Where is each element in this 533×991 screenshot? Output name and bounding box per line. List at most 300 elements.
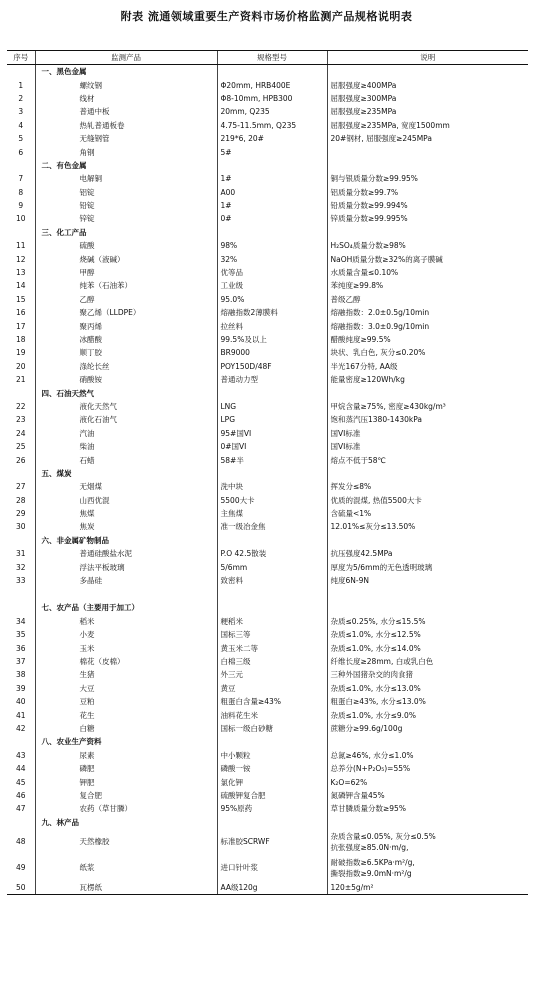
row-number: 6 [18, 147, 24, 157]
description: 优质的混煤, 热值5500大卡 [327, 494, 528, 507]
table-row [7, 92, 528, 105]
description-line: 杂质含量≤0.05%, 灰分≤0.5% [330, 831, 436, 841]
product-name: 棉花（皮棉） [35, 655, 217, 668]
product-name: 焦煤 [35, 507, 217, 520]
table-row [7, 266, 528, 279]
description: 甲烷含量≥75%, 密度≥430kg/m³ [327, 400, 528, 413]
product-name: 尿素 [35, 749, 217, 762]
spec-value: 5500大卡 [217, 494, 327, 507]
row-number: 45 [15, 777, 26, 787]
product-name: 普通中板 [35, 105, 217, 118]
description: 锌质量分数≥99.995% [327, 212, 528, 225]
row-number: 47 [15, 804, 26, 814]
row-number: 11 [15, 241, 26, 251]
product-name: 纸浆 [35, 855, 217, 881]
product-name [35, 587, 217, 601]
product-name: 豆粕 [35, 695, 217, 708]
category-label: 一、黑色金属 [35, 65, 217, 79]
table-row [7, 453, 528, 466]
table-row [7, 413, 528, 426]
category-label: 六、非金属矿物制品 [35, 534, 217, 547]
category-row [7, 467, 528, 480]
row-number: 20 [15, 361, 26, 371]
product-name: 纯苯（石油苯） [35, 279, 217, 292]
table-row [7, 373, 528, 386]
description: 杂质≤0.25%, 水分≤15.5% [327, 615, 528, 628]
product-name: 焦炭 [35, 520, 217, 533]
description: 国VI标准 [327, 440, 528, 453]
description: 铜与银质量分数≥99.95% [327, 172, 528, 185]
product-name: 瓦楞纸 [35, 881, 217, 895]
spec-value: 普通动力型 [217, 373, 327, 386]
spec-value: 粗蛋白含量≥43% [217, 695, 327, 708]
spec-value: 黄豆 [217, 682, 327, 695]
spec-value [217, 226, 327, 239]
spec-value [217, 159, 327, 172]
description [327, 159, 528, 172]
product-name: 普通硅酸盐水泥 [35, 547, 217, 560]
product-name: 石蜡 [35, 453, 217, 466]
spec-value: A00 [217, 186, 327, 199]
category-label: 九、林产品 [35, 815, 217, 828]
spec-value: 95#国VI [217, 427, 327, 440]
spec-value [217, 467, 327, 480]
product-name: 线材 [35, 92, 217, 105]
row-number: 43 [15, 750, 26, 760]
category-label: 八、农业生产资料 [35, 735, 217, 748]
description: 12.01%≤灰分≤13.50% [327, 520, 528, 533]
description: 熔点不低于58℃ [327, 453, 528, 466]
description [327, 829, 528, 855]
table-row [7, 105, 528, 118]
row-number: 31 [15, 549, 26, 559]
table-row [7, 802, 528, 815]
table-row [7, 520, 528, 533]
row-number: 9 [18, 201, 24, 211]
table-row [7, 708, 528, 721]
spec-value: LPG [217, 413, 327, 426]
row-number [7, 587, 35, 601]
table-row [7, 574, 528, 587]
spec-value: 标准胶SCRWF [217, 829, 327, 855]
table-row [7, 628, 528, 641]
row-number: 46 [15, 790, 26, 800]
table-row [7, 400, 528, 413]
table-header-row [7, 51, 528, 65]
row-number: 27 [15, 482, 26, 492]
row-number: 14 [15, 281, 26, 291]
description: 抗压强度42.5MPa [327, 547, 528, 560]
row-number: 39 [15, 683, 26, 693]
row-number: 24 [15, 428, 26, 438]
category-label: 五、煤炭 [35, 467, 217, 480]
product-name: 白糖 [35, 722, 217, 735]
row-number: 1 [18, 80, 24, 90]
description [327, 145, 528, 158]
row-number: 26 [15, 455, 26, 465]
product-name: 螺纹钢 [35, 78, 217, 91]
description: NaOH质量分数≥32%的离子膜碱 [327, 252, 528, 265]
header-product: 监测产品 [35, 51, 217, 65]
spec-value: 98% [217, 239, 327, 252]
description: 蔗糖分≥99.6g/100g [327, 722, 528, 735]
row-number [7, 386, 35, 399]
description: 普级乙醇 [327, 293, 528, 306]
spec-value [217, 587, 327, 601]
description: 总养分(N+P₂O₅)=55% [327, 762, 528, 775]
table-row [7, 695, 528, 708]
table-row [7, 360, 528, 373]
spec-value: 致密料 [217, 574, 327, 587]
description: 水质量含量≤0.10% [327, 266, 528, 279]
category-label: 三、化工产品 [35, 226, 217, 239]
row-number: 38 [15, 670, 26, 680]
category-row [7, 159, 528, 172]
spec-value: P.O 42.5散装 [217, 547, 327, 560]
description: 块状、乳白色, 灰分≤0.20% [327, 346, 528, 359]
description [327, 467, 528, 480]
table-row [7, 199, 528, 212]
table-row [7, 306, 528, 319]
spec-value [217, 735, 327, 748]
table-row [7, 427, 528, 440]
spec-value: 32% [217, 252, 327, 265]
description [327, 587, 528, 601]
table-row [7, 279, 528, 292]
spec-value: 磷酸一铵 [217, 762, 327, 775]
table-row [7, 132, 528, 145]
product-name: 烧碱（液碱） [35, 252, 217, 265]
table-row [7, 494, 528, 507]
table-row [7, 186, 528, 199]
description: 杂质≤1.0%, 水分≤14.0% [327, 641, 528, 654]
product-name: 锌锭 [35, 212, 217, 225]
product-name: 聚丙烯 [35, 319, 217, 332]
description: K₂O=62% [327, 775, 528, 788]
description [327, 735, 528, 748]
spec-value: 5# [217, 145, 327, 158]
spec-value: POY150D/48F [217, 360, 327, 373]
description: 120±5g/m² [327, 881, 528, 895]
spec-value: 95.0% [217, 293, 327, 306]
table-row [7, 775, 528, 788]
spec-value: 优等品 [217, 266, 327, 279]
product-name: 聚乙烯（LLDPE） [35, 306, 217, 319]
category-label: 二、有色金属 [35, 159, 217, 172]
description-line: 撕裂指数≥9.0mN·m²/g [330, 868, 412, 878]
description: 粗蛋白≥43%, 水分≤13.0% [327, 695, 528, 708]
description: 总氮≥46%, 水分≤1.0% [327, 749, 528, 762]
description [327, 226, 528, 239]
table-row [7, 252, 528, 265]
description: 醋酸纯度≥99.5% [327, 333, 528, 346]
product-name: 热轧普通板卷 [35, 119, 217, 132]
product-name: 电解铜 [35, 172, 217, 185]
spec-value: 国标三等 [217, 628, 327, 641]
description: 熔融指数：3.0±0.9g/10min [327, 319, 528, 332]
table-row [7, 346, 528, 359]
product-name: 涤纶长丝 [35, 360, 217, 373]
spec-value: 黄玉米二等 [217, 641, 327, 654]
spec-value: 硫酸钾复合肥 [217, 789, 327, 802]
description: 屈服强度≥300MPa [327, 92, 528, 105]
product-name: 生猪 [35, 668, 217, 681]
row-number: 34 [15, 616, 26, 626]
table-row [7, 615, 528, 628]
spec-value: BR9000 [217, 346, 327, 359]
spec-value: 0# [217, 212, 327, 225]
table-row [7, 829, 528, 855]
row-number [7, 159, 35, 172]
product-name: 浮法平板玻璃 [35, 560, 217, 573]
product-name: 角钢 [35, 145, 217, 158]
table-row [7, 749, 528, 762]
description-line: 抗张强度≥85.0N·m/g, [330, 842, 409, 852]
product-name: 多晶硅 [35, 574, 217, 587]
table-row [7, 682, 528, 695]
description: 杂质≤1.0%, 水分≤9.0% [327, 708, 528, 721]
row-number [7, 534, 35, 547]
spec-value: 4.75-11.5mm, Q235 [217, 119, 327, 132]
row-number: 28 [15, 495, 26, 505]
row-number: 22 [15, 401, 26, 411]
table-row [7, 507, 528, 520]
description: 苯纯度≥99.8% [327, 279, 528, 292]
spec-value [217, 534, 327, 547]
row-number: 7 [18, 174, 24, 184]
table-row [7, 480, 528, 493]
spec-value: 20mm, Q235 [217, 105, 327, 118]
spec-table [7, 50, 528, 895]
row-number: 3 [18, 107, 24, 117]
spec-value: 219*6, 20# [217, 132, 327, 145]
product-name: 玉米 [35, 641, 217, 654]
table-row [7, 212, 528, 225]
row-number: 4 [18, 120, 24, 130]
spec-value [217, 386, 327, 399]
spec-value: 外三元 [217, 668, 327, 681]
row-number: 5 [18, 134, 24, 144]
product-name: 汽油 [35, 427, 217, 440]
spec-value: 进口针叶浆 [217, 855, 327, 881]
row-number: 29 [15, 509, 26, 519]
spec-value: LNG [217, 400, 327, 413]
row-number: 15 [15, 294, 26, 304]
row-number: 8 [18, 187, 24, 197]
spec-value: 1# [217, 199, 327, 212]
row-number: 30 [15, 522, 26, 532]
product-name: 冰醋酸 [35, 333, 217, 346]
description: 屈服强度≥400MPa [327, 78, 528, 91]
header-desc: 说明 [327, 51, 528, 65]
row-number: 13 [15, 268, 26, 278]
description: 20#钢材, 屈服强度≥245MPa [327, 132, 528, 145]
description: 氮磷钾含量45% [327, 789, 528, 802]
table-row [7, 855, 528, 881]
row-number [7, 815, 35, 828]
description: 屈服强度≥235MPa [327, 105, 528, 118]
row-number: 17 [15, 321, 26, 331]
row-number: 40 [15, 697, 26, 707]
product-name: 稻米 [35, 615, 217, 628]
table-row [7, 789, 528, 802]
row-number: 23 [15, 415, 26, 425]
description [327, 815, 528, 828]
row-number: 2 [18, 93, 24, 103]
product-name: 无缝钢管 [35, 132, 217, 145]
header-spec: 规格型号 [217, 51, 327, 65]
table-row [7, 333, 528, 346]
category-row [7, 65, 528, 79]
table-row [7, 641, 528, 654]
spec-value: 准一级冶金焦 [217, 520, 327, 533]
description-line: 耐破指数≥6.5KPa·m²/g, [330, 857, 415, 867]
table-row [7, 655, 528, 668]
spec-value: 99.5%及以上 [217, 333, 327, 346]
row-number [7, 226, 35, 239]
row-number: 12 [15, 254, 26, 264]
product-name: 液化天然气 [35, 400, 217, 413]
spec-value: 0#国VI [217, 440, 327, 453]
product-name: 大豆 [35, 682, 217, 695]
spec-value: 中小颗粒 [217, 749, 327, 762]
description: 铅质量分数≥99.994% [327, 199, 528, 212]
table-row [7, 881, 528, 895]
row-number: 50 [7, 881, 35, 895]
spec-value: 5/6mm [217, 560, 327, 573]
product-name: 甲醇 [35, 266, 217, 279]
table-row [7, 722, 528, 735]
product-name: 花生 [35, 708, 217, 721]
row-number: 36 [15, 643, 26, 653]
table-row [7, 145, 528, 158]
spec-value: 白棉三级 [217, 655, 327, 668]
spacer-row [7, 587, 528, 601]
row-number: 42 [15, 723, 26, 733]
description: 能量密度≥120Wh/kg [327, 373, 528, 386]
description: H₂SO₄质量分数≥98% [327, 239, 528, 252]
spec-value: AA级120g [217, 881, 327, 895]
spec-value: 主焦煤 [217, 507, 327, 520]
description: 含硫量<1% [327, 507, 528, 520]
table-row [7, 293, 528, 306]
description: 杂质≤1.0%, 水分≤13.0% [327, 682, 528, 695]
spec-value [217, 815, 327, 828]
product-name: 硝酸铵 [35, 373, 217, 386]
spec-value: 国标一级白砂糖 [217, 722, 327, 735]
description: 饱和蒸汽压1380-1430kPa [327, 413, 528, 426]
spec-value [217, 601, 327, 614]
category-row [7, 601, 528, 614]
spec-value: 58#半 [217, 453, 327, 466]
table-row [7, 560, 528, 573]
spec-value: 油料花生米 [217, 708, 327, 721]
description: 熔融指数：2.0±0.5g/10min [327, 306, 528, 319]
product-name: 柴油 [35, 440, 217, 453]
description: 半光167分特, AA级 [327, 360, 528, 373]
product-name: 山西优混 [35, 494, 217, 507]
spec-value: 工业级 [217, 279, 327, 292]
description: 国VI标准 [327, 427, 528, 440]
category-row [7, 386, 528, 399]
page-title: 附表 流通领域重要生产资料市场价格监测产品规格说明表 [120, 10, 413, 23]
table-row [7, 172, 528, 185]
product-name: 复合肥 [35, 789, 217, 802]
row-number: 48 [15, 837, 26, 847]
description: 纤维长度≥28mm, 白或乳白色 [327, 655, 528, 668]
description [327, 534, 528, 547]
category-label: 七、农产品（主要用于加工） [35, 601, 217, 614]
product-name: 钾肥 [35, 775, 217, 788]
description: 杂质≤1.0%, 水分≤12.5% [327, 628, 528, 641]
spec-value: 95%原药 [217, 802, 327, 815]
category-row [7, 735, 528, 748]
row-number: 49 [15, 863, 26, 873]
row-number [7, 467, 35, 480]
category-row [7, 226, 528, 239]
table-row [7, 78, 528, 91]
product-name: 小麦 [35, 628, 217, 641]
row-number: 25 [15, 442, 26, 452]
description: 厚度为5/6mm的无色透明玻璃 [327, 560, 528, 573]
row-number: 16 [15, 308, 26, 318]
product-name: 无烟煤 [35, 480, 217, 493]
spec-value: 拉丝料 [217, 319, 327, 332]
description: 纯度6N-9N [327, 574, 528, 587]
product-name: 天然橡胶 [35, 829, 217, 855]
header-no: 序号 [7, 51, 35, 65]
table-row [7, 440, 528, 453]
table-row [7, 319, 528, 332]
row-number [7, 735, 35, 748]
description: 三种外国猪杂交的肉食猪 [327, 668, 528, 681]
product-name: 乙醇 [35, 293, 217, 306]
spec-value: 熔融指数2薄膜料 [217, 306, 327, 319]
description: 草甘膦质量分数≥95% [327, 802, 528, 815]
description [327, 855, 528, 881]
row-number: 33 [15, 576, 26, 586]
product-name: 顺丁胶 [35, 346, 217, 359]
description: 挥发分≤8% [327, 480, 528, 493]
spec-value: 粳稻米 [217, 615, 327, 628]
product-name: 液化石油气 [35, 413, 217, 426]
category-row [7, 815, 528, 828]
category-row [7, 534, 528, 547]
row-number: 10 [15, 214, 26, 224]
category-label: 四、石油天然气 [35, 386, 217, 399]
product-name: 铝锭 [35, 186, 217, 199]
spec-value: 洗中块 [217, 480, 327, 493]
spec-value: 氯化钾 [217, 775, 327, 788]
description [327, 601, 528, 614]
table-row [7, 762, 528, 775]
table-row [7, 119, 528, 132]
row-number: 19 [15, 348, 26, 358]
table-row [7, 547, 528, 560]
row-number [7, 601, 35, 614]
description: 铝质量分数≥99.7% [327, 186, 528, 199]
spec-value: 1# [217, 172, 327, 185]
row-number: 18 [15, 335, 26, 344]
spec-value: Φ20mm, HRB400E [217, 78, 327, 91]
row-number: 35 [15, 630, 26, 640]
description [327, 386, 528, 399]
row-number: 37 [15, 656, 26, 666]
row-number: 41 [15, 710, 26, 720]
description: 屈服强度≥235MPa, 宽度1500mm [327, 119, 528, 132]
product-name: 硫酸 [35, 239, 217, 252]
description [327, 65, 528, 79]
